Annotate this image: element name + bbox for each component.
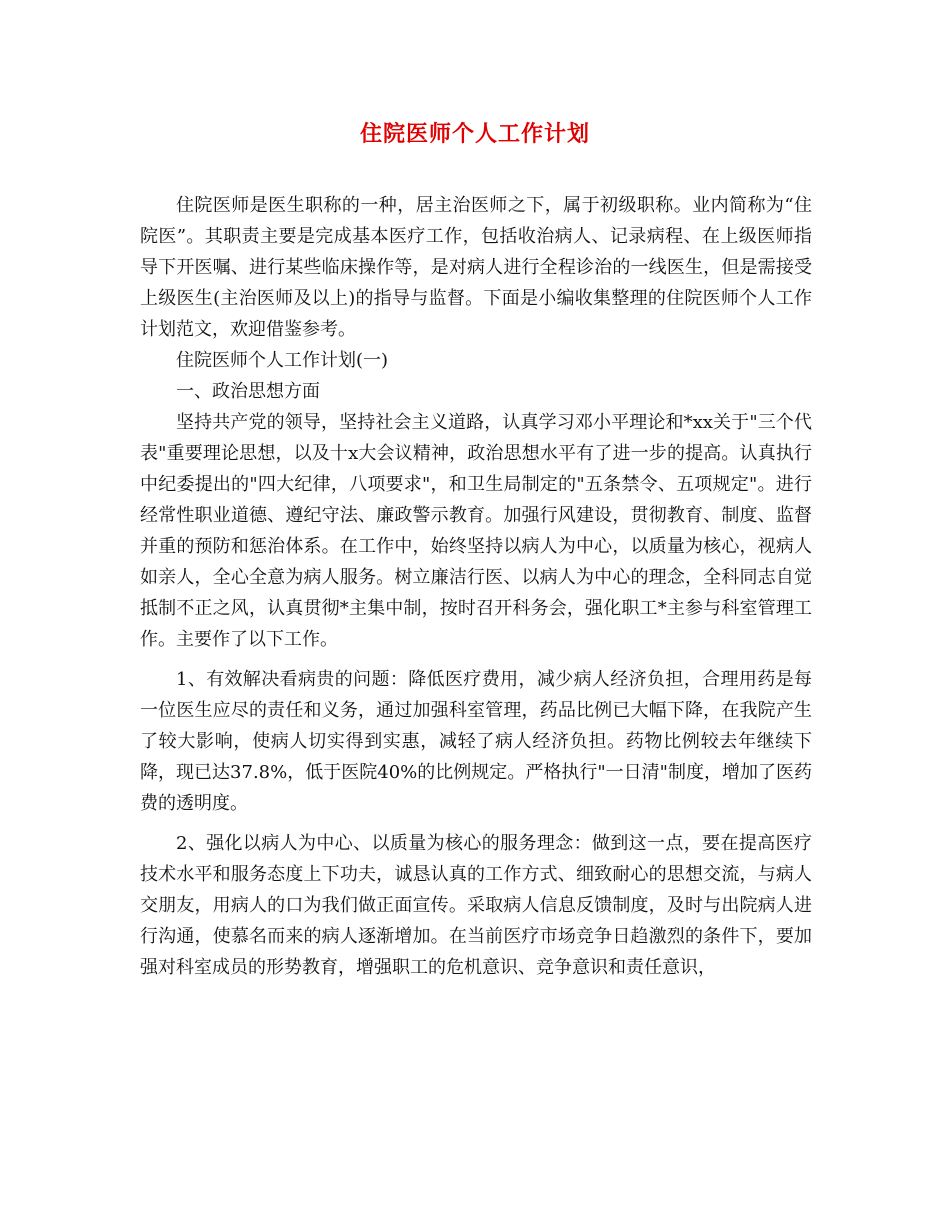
subsection-heading: 一、政治思想方面 [176, 381, 320, 402]
document-body [140, 190, 812, 983]
politics-paragraph: 坚持共产党的领导，坚持社会主义道路，认真学习邓小平理论和*xx关于"三个代表"重要理论思想，以及十x大会议精神，政治思想水平有了进一步的提高。认真执行中纪委提出的"四大纪律，八项要求"，和卫生局制定的"五条禁令、五项规定"。进行经常性职业道德、遵纪守法、廉政警示教育。加强行风建设，贯彻教育、制度、监督并重的预防和惩治体系。在工作中，始终坚持以病人为中心，以质量为核心，视病人如亲人，全心全意为病人服务。树立廉洁行医、以病人为中心的理念，全科同志自觉抵制不正之风，认真贯彻*主集中制，按时召开科务会，强化职工*主参与科室管理工作。主要作了以下工作。 [140, 412, 812, 650]
intro-paragraph: 住院医师是医生职称的一种，居主治医师之下，属于初级职称。业内简称为“住院医”。其职责主要是完成基本医疗工作，包括收治病人、记录病程、在上级医师指导下开医嘱、进行某些临床操作等，是对病人进行全程诊治的一线医生，但是需接受上级医生(主治医师及以上)的指导与监督。下面是小编收集整理的住院医师个人工作计划范文，欢迎借鉴参考。 [140, 195, 812, 340]
document-title: 住院医师个人工作计划 [359, 121, 590, 147]
item-1-paragraph: 1、有效解决看病贵的问题：降低医疗费用，减少病人经济负担，合理用药是每一位医生应尽的责任和义务，通过加强科室管理，药品比例已大幅下降，在我院产生了较大影响，使病人切实得到实惠，减轻了病人经济负担。药物比例较去年继续下降，现已达37.8%，低于医院40%的比例规定。严格执行"一日清"制度，增加了医药费的透明度。 [140, 669, 812, 814]
item-2-paragraph: 2、强化以病人为中心、以质量为核心的服务理念：做到这一点，要在提高医疗技术水平和服务态度上下功夫，诚恳认真的工作方式、细致耐心的思想交流，与病人交朋友，用病人的口为我们做正面宣传。采取病人信息反馈制度，及时与出院病人进行沟通，使慕名而来的病人逐渐增加。在当前医疗市场竞争日趋激烈的条件下，要加强对科室成员的形势教育，增强职工的危机意识、竞争意识和责任意识， [140, 833, 812, 978]
section-heading: 住院医师个人工作计划(一) [176, 350, 389, 371]
